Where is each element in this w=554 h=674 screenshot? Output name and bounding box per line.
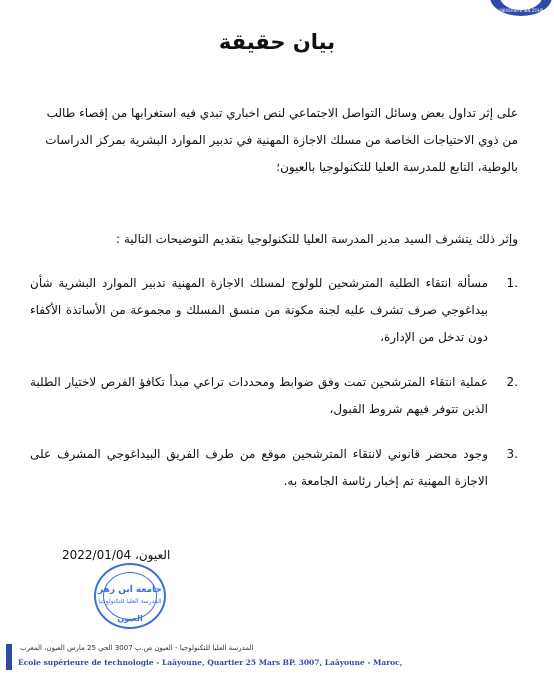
item-number: 2.: [506, 375, 518, 389]
page-title: بيان حقيقة: [218, 30, 336, 54]
lead-paragraph: وإثر ذلك يتشرف السيد مدير المدرسة العليا للتكنولوجيا بتقديم التوضيحات التالية :: [116, 232, 518, 246]
item-text: مسألة انتقاء الطلبة المترشحين للولوج لمسلك الاجازة المهنية تدبير الموارد البشرية شأن بيداغوجي صرف تشرف عليه لجنة مكونة من منسق المسلك و مجموعة من الأساتذة الأكفاء دون تدخل من الإدارة،: [30, 276, 488, 344]
item-number: 3.: [506, 447, 518, 461]
footer-accent-bar: [6, 644, 12, 670]
university-logo: [490, 0, 552, 16]
logo-text: UNIVERSITE IBN ZOHR: [498, 8, 544, 13]
list-item: [30, 369, 518, 423]
footer-french-address: Ecole supérieure de technologie - Laâyoune, Quartier 25 Mars BP. 3007, Laâyoune - Maroc,: [18, 658, 403, 667]
list-item: [30, 270, 518, 351]
stamp-ring: [103, 572, 157, 620]
stamp-line-1: جامعة ابن زهر: [98, 585, 162, 595]
list-item: [30, 441, 518, 495]
item-number: 1.: [506, 276, 518, 290]
place-date: العيون، 2022/01/04: [62, 548, 171, 562]
official-stamp: [94, 563, 166, 629]
stamp-line-3: العيون: [117, 614, 143, 623]
clarification-list: [30, 270, 518, 513]
item-text: وجود محضر قانوني لانتقاء المترشحين موقع من طرف الفريق البيداغوجي المشرف على الاجازة المهنية تم إخبار رئاسة الجامعة به.: [30, 447, 488, 488]
footer-arabic-address: المدرسة العليا للتكنولوجيا - العيون ص.ب 3007 الحي 25 مارس العيون، المغرب: [20, 644, 254, 652]
item-text: عملية انتقاء المترشحين تمت وفق ضوابط ومحددات تراعي مبدأ تكافؤ الفرص لاختيار الطلبة الذين تتوفر فيهم شروط القبول،: [30, 375, 488, 416]
stamp-line-2: المدرسة العليا للتكنولوجيا: [98, 598, 162, 605]
intro-paragraph: على إثر تداول بعض وسائل التواصل الاجتماعي لنص اخباري تبدي فيه استغرابها من إقصاء طالب من ذوي الاحتياجات الخاصة من مسلك الاجازة المهنية في تدبير الموارد البشرية بمركز الدراسات بالوطية، التابع للمدرسة العليا للتكنولوجيا بالعيون؛: [45, 106, 518, 174]
